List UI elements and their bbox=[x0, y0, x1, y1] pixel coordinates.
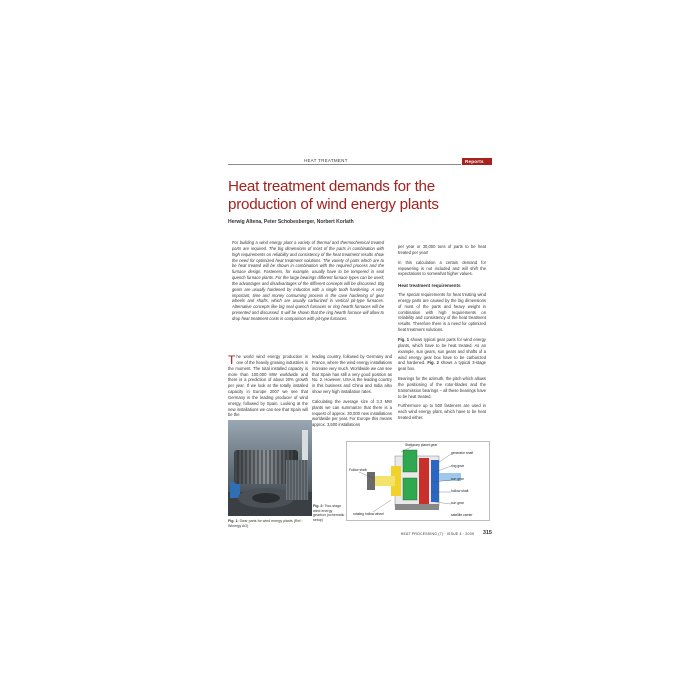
label-satellite-carrier: satellite carrier bbox=[451, 513, 473, 517]
label-ring-gear: ring gear bbox=[451, 464, 465, 468]
col2-paragraph-2: Calculating the average size of 3.3 MW plants we can summarize that there is a request of approx. 30,000 new installations worldwide per year. For Europe this means approx. 3,500 installations bbox=[312, 398, 392, 428]
fig1-label: Fig. 1: bbox=[228, 519, 239, 523]
col2-paragraph-1: leading country, followed by Germany and France, where the wind energy installations increase very much. Worldwide we can see that Spain has still a very good position as No. 2. However, USA is the leading country in this business and China and India also show very high installation rates. bbox=[312, 354, 392, 395]
journal-page bbox=[228, 158, 492, 542]
article-abstract: For building a wind energy plant a variety of thermal and thermochemical treated parts are required. The big dimensions of most of the parts in combination with high requirements on reliability and consistency of the heat treatment results show the need for optimized heat treatment solutions. The variety of parts which are to be heat treated will be shown in combination with the required process and the furnace design. Fasteners, for example, usually have to be tempered in seal quench furnace plants. For the large bearings different furnace types can be used; the advantages and disadvantages of the different concepts will be discussed. Big gears are usually hardened by induction with a single tooth hardening. A very important, time and money consuming process is the case hardening of gear wheels and shafts, which are usually carburized in vertical pit-type furnaces. Alternative concepts like big seal quench furnaces or ring hearth furnaces will be presented and discussed. It will be shown that the ring hearth furnace will allow to drop heat treatment costs in comparison with pit-type furnaces. bbox=[232, 240, 384, 321]
body-column-2 bbox=[312, 354, 392, 432]
drop-cap: T bbox=[228, 353, 236, 367]
fig2-reference: Fig. 2 bbox=[427, 360, 439, 366]
col3-paragraph-3: The special requirements for heat treating wind energy parts are caused by the big dimensions of most of the parts and heavy weight in combination with high requirements on reliability and consistency of the heat treatment results. Therefore there is a need for optimized heat treatment solutions. bbox=[398, 292, 486, 333]
body-column-3 bbox=[398, 244, 486, 425]
gear-parts-photo bbox=[228, 420, 312, 516]
col3-p4-text: shows typical gear parts for wind energy plants, which have to be heat treated. As an example, sun gears, sun gears and shafts of a wind energy gear box have to be carburized and hardened. bbox=[398, 336, 486, 366]
article-authors: Herwig Altena, Peter Schobesberger, Norbert Korlath bbox=[228, 219, 354, 225]
section-heading: Heat treatment requirements bbox=[398, 283, 461, 289]
gearbox-diagram bbox=[347, 442, 491, 522]
label-hollow-shaft: hollow shaft bbox=[451, 489, 469, 493]
fig1-caption-text: Gear parts for wind energy plants (Ref.: Winergy AG) bbox=[228, 519, 303, 528]
col1-text: he world wind energy production is one of the heavily growing industries in the moment. The total installed capacity is more than 100,000 MW worldwide and there is a prediction of about 20% growth per year. If we look at the totally installed capacity in Europe 2007 we see that Germany is the leading producer of wind energy, followed by Spain. Looking at the new installations we can see that Spain will be the bbox=[228, 354, 308, 418]
gear-parts-illustration bbox=[228, 420, 312, 516]
fig1-caption bbox=[228, 519, 312, 528]
fig2-label: Fig. 2: bbox=[313, 504, 324, 508]
label-sun-gear-2: sun gear bbox=[451, 501, 464, 505]
col1-paragraph bbox=[228, 354, 308, 418]
label-generator-shaft: generator shaft bbox=[451, 451, 474, 455]
fig1-reference: Fig. 1 bbox=[398, 336, 410, 342]
fig2-caption-text: Two-stage wind energy gearbox (schematic setup) bbox=[313, 504, 345, 522]
col3-paragraph-2: In this calculation a certain demand for repowering is not included and will shift the expectations to somewhat higher values. bbox=[398, 259, 486, 277]
label-sun-gear: sun gear bbox=[451, 477, 464, 481]
gearbox-schematic bbox=[346, 441, 490, 521]
fig2-caption bbox=[313, 504, 345, 522]
label-rotating-hollow-wheel: rotating hollow wheel bbox=[353, 512, 384, 516]
section-label: HEAT TREATMENT bbox=[304, 158, 348, 163]
header-rule bbox=[228, 164, 461, 165]
journal-footer: HEAT PROCESSING (7) · ISSUE 4 · 2009 bbox=[400, 532, 474, 536]
col3-paragraph-5: Bearings for the azimuth, the pitch which allows the positioning of the rotor-blades and the transmission bearings – all these bearings have to be heat treated. bbox=[398, 376, 486, 399]
col3-paragraph-1: per year or 30,000 tons of parts to be heat treated per year! bbox=[398, 244, 486, 255]
label-stationary-planet: Stationary planet gear bbox=[405, 443, 438, 447]
col3-paragraph-6: Furthermore up to 500 fasteners are used in each wind energy plant, which have to be heat treated either. bbox=[398, 403, 486, 421]
article-title: Heat treatment demands for the production of wind energy plants bbox=[228, 178, 439, 213]
body-column-1 bbox=[228, 354, 308, 422]
label-follow-shaft: Follow shaft bbox=[349, 468, 367, 472]
page-number: 315 bbox=[482, 530, 492, 536]
col3-p4b-text: shows a typical 3-stage gear box. bbox=[398, 360, 486, 372]
col3-paragraph-4 bbox=[398, 337, 486, 372]
reports-tab: Reports bbox=[462, 158, 492, 165]
